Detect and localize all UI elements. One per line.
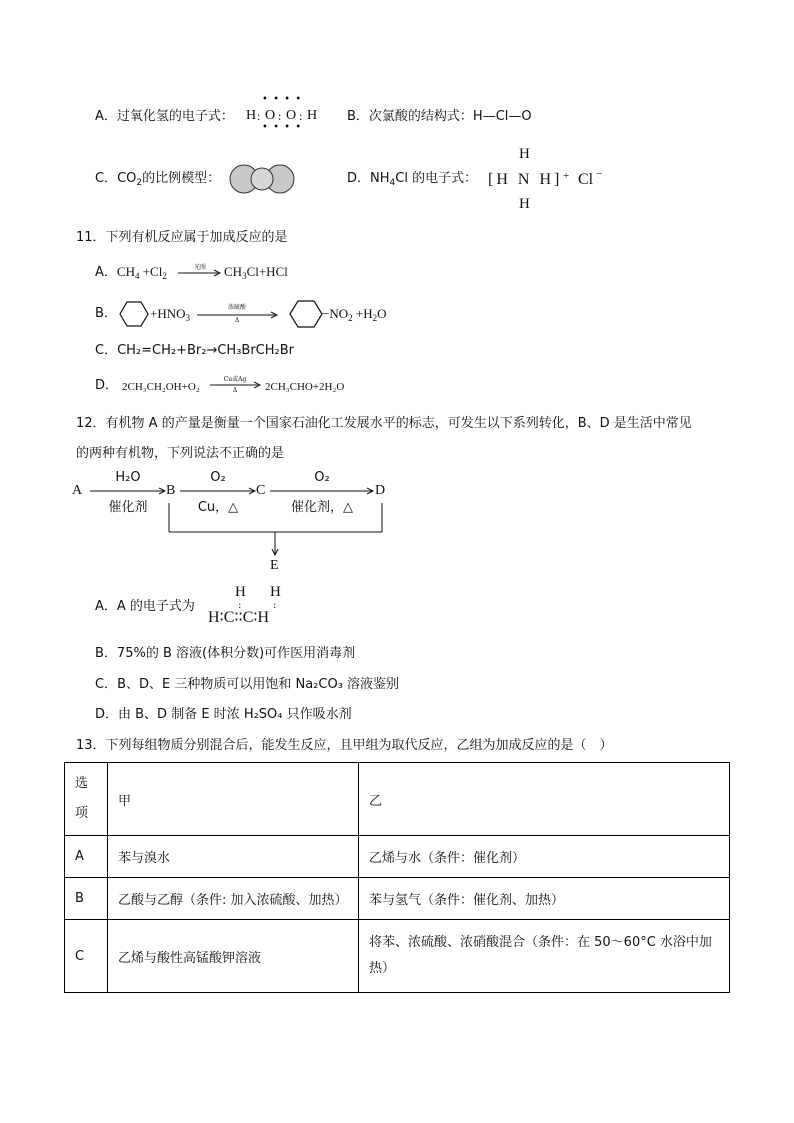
table-row [65,920,730,993]
q12-option-a-label: A．A 的电子式为 [95,599,195,614]
q13-options-table [64,762,730,993]
chloride-ion: Cl [578,171,594,188]
arrow3-top-label: O₂ [314,470,330,485]
arrow1-top-label: H₂O [115,470,141,485]
q11-a-products: $CH_3Cl+HCl$ [224,264,288,281]
row-option: C [65,920,108,993]
q11-b-arrow [197,300,279,326]
q12-ethylene-electron-formula [208,584,318,630]
q11-a-arrow [178,262,222,282]
header-option: 选项 [65,763,108,836]
arrow-condition: 光照 [193,264,206,271]
q12-option-b: B．75%的 B 溶液(体积分数)可作医用消毒剂 [95,646,356,661]
q11-d-products: 2CH₃CHO+2H₂O [265,381,345,393]
row-jia: 乙烯与酸性高锰酸钾溶液 [108,920,359,993]
row-yi: 将苯、浓硫酸、浓硝酸混合（条件：在 50～60°C 水浴中加热） [359,920,730,993]
q11-option-a: A．$CH_4 +Cl_2$ [95,264,167,281]
arrow2-top-label: O₂ [210,470,226,485]
co2-space-filling-model [228,163,296,195]
q10-option-a-label: A．过氧化氢的电子式： [95,109,234,124]
atom-h-top-left: H [235,584,246,600]
row-option: A [65,836,108,878]
q11-d-arrow [210,372,262,396]
node-d: D [375,483,386,498]
q11-option-c: C．CH₂=CH₂+Br₂→CH₃BrCH₂Br [95,343,295,358]
node-c: C [256,483,266,498]
row-yi: 乙烯与水（条件：催化剂） [359,836,730,878]
node-a: A [72,483,83,498]
node-b: B [166,483,176,498]
bracket-group: [H N H] [488,171,563,188]
arrow-condition-bottom: Δ [234,317,240,324]
q12-reaction-scheme [70,470,400,580]
q12-stem-line2: 的两种有机物，下列说法不正确的是 [76,446,285,461]
q10-option-b-label: B．次氯酸的结构式：H—Cl—O [347,109,532,124]
benzene-ring-icon [119,300,149,328]
charge-minus: − [596,168,603,180]
arrow-condition-bottom: Δ [232,387,238,394]
bond-dots: : [278,109,282,123]
q13-stem: 13．下列每组物质分别混合后，能发生反应，且甲组为取代反应，乙组为加成反应的是（ ） [76,738,613,753]
atom-h-right: H [307,108,318,123]
atom-h-top: H [519,146,530,162]
bond-dots: : [299,109,303,123]
table-row [65,878,730,920]
arrow3-bottom-label: 催化剂，△ [291,500,353,515]
atom-h-bottom: H [519,196,530,212]
q11-b-products: $-NO_2 +H_2O$ [322,306,387,323]
bond-dots: : [257,109,261,123]
table-row [65,836,730,878]
q11-option-b-prefix: B． [95,306,117,321]
arrow1-bottom-label: 催化剂 [108,500,148,515]
q11-b-reactant: $+HNO_3$ [150,306,190,323]
arrow2-bottom-label: Cu，△ [197,500,239,515]
q12-option-c: C．B、D、E 三种物质可以用饱和 Na₂CO₃ 溶液鉴别 [95,677,400,692]
q10-option-d-label: D．$NH_4Cl$ 的电子式： [347,171,478,188]
row-jia: 乙酸与乙醇（条件: 加入浓硫酸、加热） [108,878,359,920]
header-jia: 甲 [108,763,359,836]
carbon-chain: H∶C∶∶C∶H [208,609,270,626]
bond-pair-dots: : [238,600,243,611]
atom-h-left: H [246,108,257,123]
scheme-arrows [70,470,400,580]
table-header-row [65,763,730,836]
q11-option-d-prefix: D． [95,378,119,393]
bond-pair-dots: : [273,600,278,611]
row-option: B [65,878,108,920]
q11-d-reactants: 2CH₃CH₂OH+O₂ [122,381,200,393]
lone-pair-dots-bottom: • • • • [262,122,303,133]
q10-nh4cl-electron-formula [488,146,608,216]
header-yi: 乙 [359,763,730,836]
q10-option-c-label: C．$CO_2$的比例模型： [95,171,221,188]
atom-h-top-right: H [270,584,281,600]
node-e: E [270,558,279,573]
arrow-condition-top: Cu或Ag [223,376,247,383]
row-yi: 苯与氢气（条件：催化剂、加热） [359,878,730,920]
nitrobenzene-ring-icon [289,299,323,329]
charge-plus: + [563,170,570,182]
atom-o-2: O [286,108,297,123]
lone-pair-dots-top: • • • • [262,94,303,105]
arrow-condition-top: 浓硫酸 [227,304,246,311]
q12-option-d: D．由 B、D 制备 E 时浓 H₂SO₄ 只作吸水剂 [95,707,352,722]
q11-stem: 11．下列有机反应属于加成反应的是 [76,230,288,245]
atom-o-1: O [265,108,276,123]
q12-stem-line1: 12．有机物 A 的产量是衡量一个国家石油化工发展水平的标志，可发生以下系列转化，B、D 是生活中常见 [76,416,692,431]
row-jia: 苯与溴水 [108,836,359,878]
q10-h2o2-electron-formula [246,96,326,136]
